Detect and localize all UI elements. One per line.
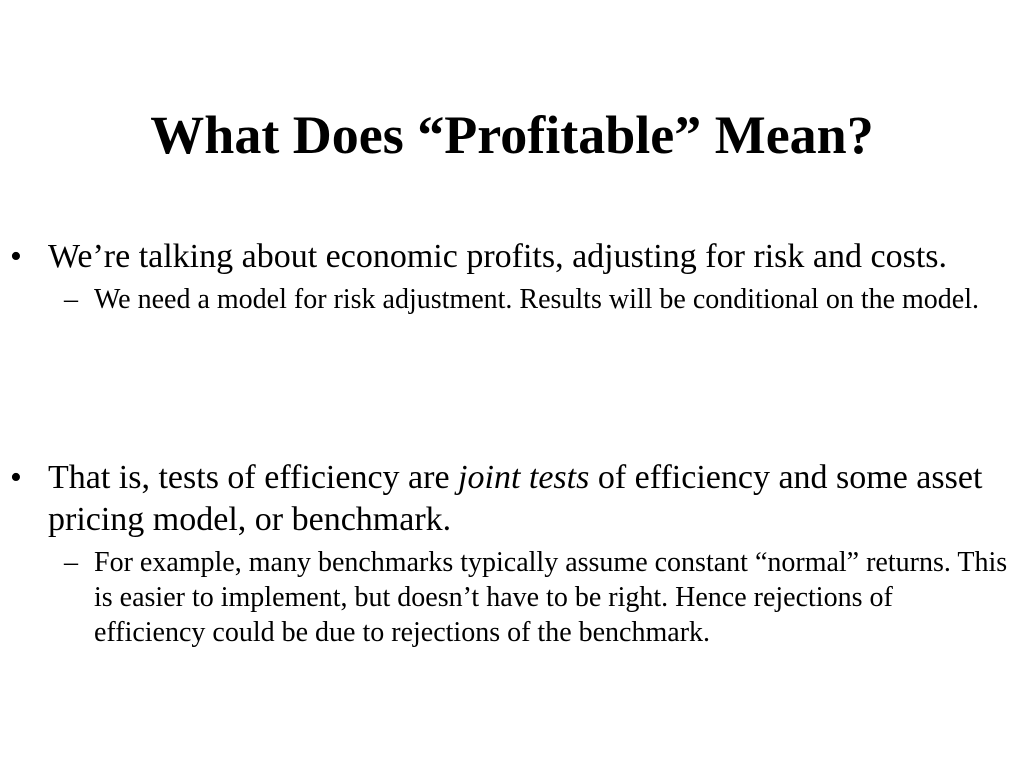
- sub-bullet: [64, 282, 1010, 317]
- slide-title: What Does “Profitable” Mean?: [150, 105, 874, 165]
- bullet-marker-icon: •: [10, 238, 22, 275]
- bullet-item-2: [10, 457, 1010, 650]
- bullet-level1: [10, 236, 1010, 278]
- dash-marker-icon: –: [64, 284, 78, 315]
- bullet-text-emphasis: joint tests: [458, 459, 590, 496]
- sub-bullet-text: For example, many benchmarks typically assume constant “normal” returns. This is easier to implement, but doesn’t have to be right. Hence rejections of efficiency could be due to rejections of the benchmark.: [94, 547, 1008, 648]
- bullet-text-start: That is, tests of efficiency are: [48, 459, 459, 496]
- bullet-text-end: of efficiency and some asset pricing model, or benchmark.: [48, 459, 983, 538]
- bullet-item-1: [10, 236, 1010, 317]
- sub-bullet-text: We need a model for risk adjustment. Results will be conditional on the model.: [94, 284, 980, 315]
- bullet-marker-icon: •: [10, 459, 22, 496]
- dash-marker-icon: –: [64, 547, 78, 578]
- bullet-level1: [10, 457, 1010, 541]
- sub-bullet: [64, 545, 1010, 650]
- bullet-text: We’re talking about economic profits, adjusting for risk and costs.: [48, 238, 947, 275]
